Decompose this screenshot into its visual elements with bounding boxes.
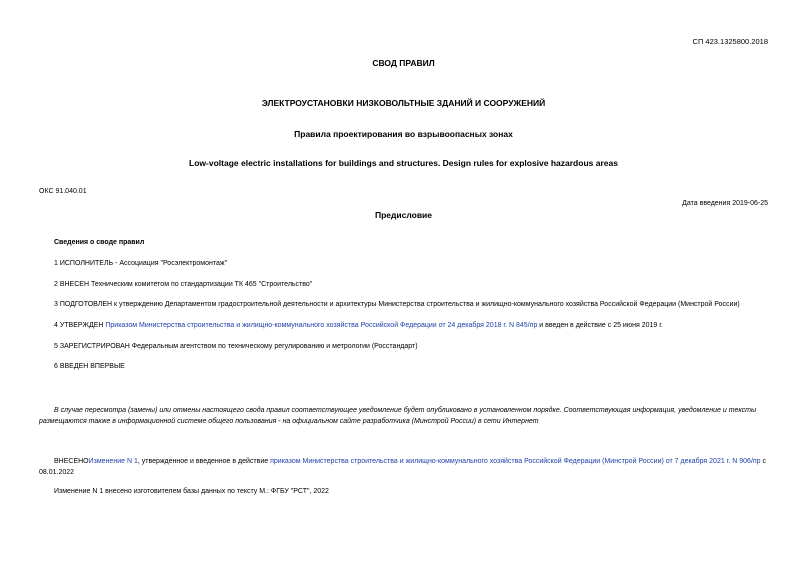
preface-item-4-suffix: и введен в действие с 25 июня 2019 г. [537, 322, 663, 329]
amendment-link[interactable]: Изменение N 1 [88, 458, 138, 465]
amendment-paragraph [39, 456, 769, 478]
introduction-date: Дата введения 2019-06-25 [682, 200, 768, 207]
amendment-suffix: с 08.01.2022 [39, 458, 767, 476]
document-title: СВОД ПРАВИЛ [372, 58, 435, 68]
document-title-english: Low-voltage electric installations for buildings and structures. Design rules for explosive hazardous areas [189, 158, 618, 168]
amendment-prefix: ВНЕСЕНО [54, 458, 89, 465]
info-heading: Сведения о своде правил [54, 239, 145, 246]
preface-item-6: 6 ВВЕДЕН ВПЕРВЫЕ [54, 363, 125, 370]
preface-item-2: 2 ВНЕСЕН Техническим комитетом по стандартизации ТК 465 "Строительство" [54, 281, 313, 288]
oks-code: ОКС 91.040.01 [39, 188, 87, 195]
document-subtitle-2: Правила проектирования во взрывоопасных зонах [294, 129, 513, 139]
preface-item-1: 1 ИСПОЛНИТЕЛЬ - Ассоциация "Росэлектромонтаж" [54, 260, 228, 267]
preface-item-4-prefix: 4 УТВЕРЖДЕН [54, 322, 106, 329]
preface-item-5: 5 ЗАРЕГИСТРИРОВАН Федеральным агентством по техническому регулированию и метрологии (Росстандарт) [54, 343, 418, 350]
preface-heading: Предисловие [374, 210, 433, 220]
amendment-note: Изменение N 1 внесено изготовителем базы данных по тексту М.: ФГБУ "РСТ", 2022 [54, 488, 329, 495]
amendment-middle: , утвержденное и введенное в действие [137, 458, 271, 465]
document-subtitle: ЭЛЕКТРОУСТАНОВКИ НИЗКОВОЛЬТНЫЕ ЗДАНИЙ И СООРУЖЕНИЙ [261, 98, 546, 108]
revision-notice: В случае пересмотра (замены) или отмены настоящего свода правил соответствующее уведомление будет опубликовано в установленном порядке. Соответствующая информация, уведомление и тексты размещаются также в информационной системе общего пользования - на официальном сайте разработчика (Минстрой России) в сети Интернет [39, 407, 757, 425]
preface-item-3: 3 ПОДГОТОВЛЕН к утверждению Департаментом градостроительной деятельности и архитектуры Министерства строительства и жилищно-коммунального хозяйства Российской Федерации (Минстрой России) [54, 301, 740, 308]
document-code: СП 423.1325800.2018 [692, 37, 768, 46]
preface-item-4 [54, 322, 663, 329]
approval-order-link[interactable]: Приказом Министерства строительства и жилищно-коммунального хозяйства Российской Федерации от 24 декабря 2018 г. N 845/пр [105, 322, 538, 329]
amendment-order-link[interactable]: приказом Министерства строительства и жилищно-коммунального хозяйства Российской Федерации (Минстрой России) от 7 декабря 2021 г. N 906/пр [270, 458, 761, 465]
